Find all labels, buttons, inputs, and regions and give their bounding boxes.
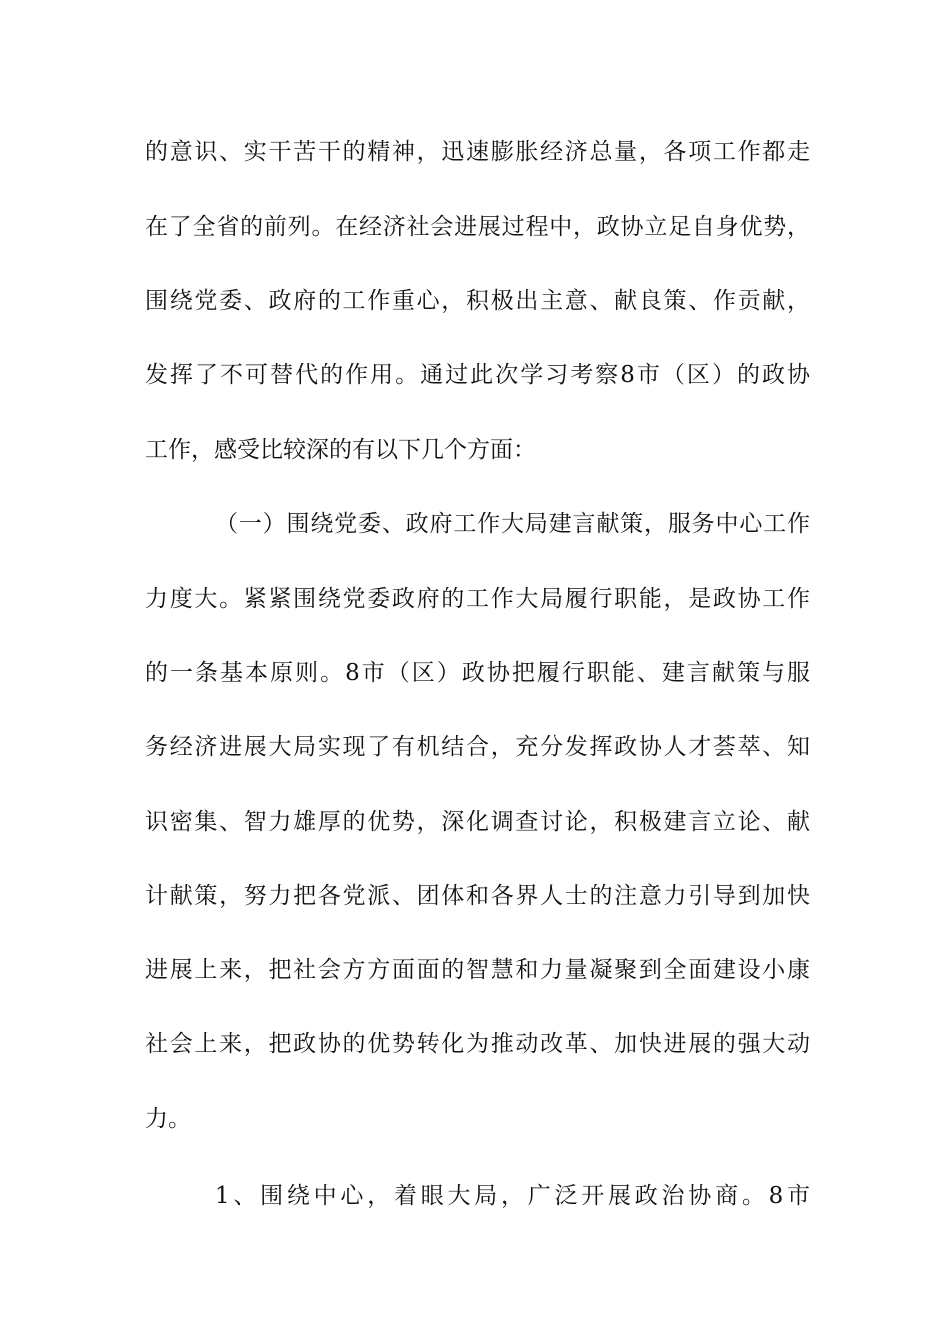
text-line: 社会上来，把政协的优势转化为推动改革、加快进展的强大动 [145, 1031, 810, 1057]
numbered-item-line: 1、围绕中心，着眼大局，广泛开展政治协商。8市 [215, 1183, 810, 1209]
text-line: 发挥了不可替代的作用。通过此次学习考察8市（区）的政协 [145, 362, 810, 388]
text-line: 力。 [145, 1106, 191, 1132]
text-line: 的意识、实干苦干的精神，迅速膨胀经济总量，各项工作都走 [145, 139, 810, 165]
text-line: 围绕党委、政府的工作重心，积极出主意、献良策、作贡献， [145, 288, 810, 314]
text-line: 计献策，努力把各党派、团体和各界人士的注意力引导到加快 [145, 883, 810, 909]
text-line: 力度大。紧紧围绕党委政府的工作大局履行职能，是政协工作 [145, 586, 810, 612]
section-heading-line: （一）围绕党委、政府工作大局建言献策，服务中心工作 [215, 511, 810, 537]
text-line: 工作，感受比较深的有以下几个方面： [145, 437, 536, 463]
text-line: 的一条基本原则。8市（区）政协把履行职能、建言献策与服 [145, 660, 810, 686]
text-line: 识密集、智力雄厚的优势，深化调查讨论，积极建言立论、献 [145, 809, 810, 835]
text-line: 进展上来，把社会方方面面的智慧和力量凝聚到全面建设小康 [145, 957, 810, 983]
text-line: 在了全省的前列。在经济社会进展过程中，政协立足自身优势， [145, 214, 810, 240]
text-line: 务经济进展大局实现了有机结合，充分发挥政协人才荟萃、知 [145, 734, 810, 760]
